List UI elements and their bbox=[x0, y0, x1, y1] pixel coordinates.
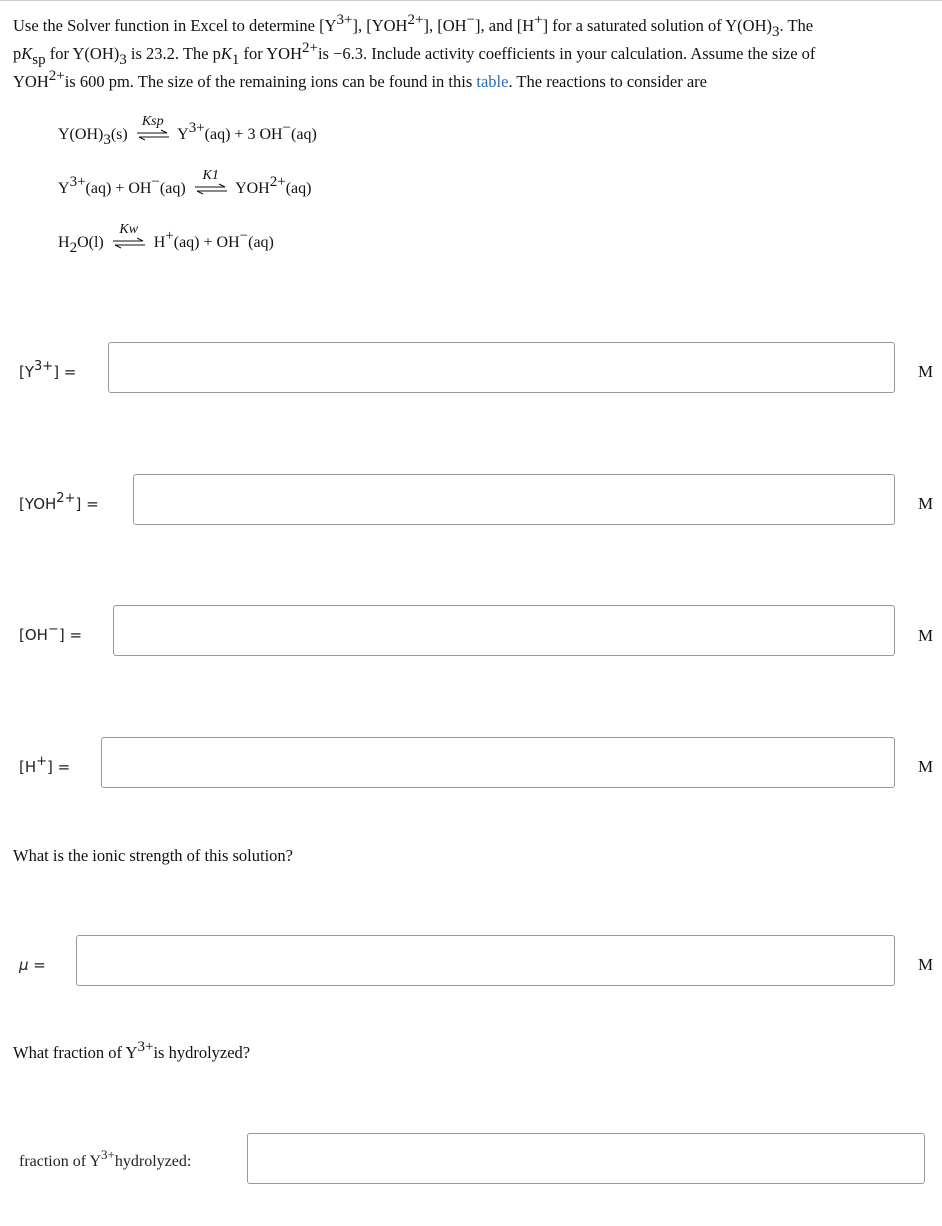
problem-statement: Use the Solver function in Excel to determine $[Y^{3+}]$, $[YOH^{2+}]$, [OH−], and [H+] for a saturated solution of $Y(OH)_3$. The $pK_{sp}$ for $Y(OH)_3$ is 23.2. The $pK_1$ for $YOH^{2+}is -6.3$. Include activity coefficients in your calculation. Assume the size of $YOH^{2+}is$ 600 pm. The size of the remaining ions can be found in this table. The reactions to consider are bbox=[13, 12, 816, 91]
oh-concentration-input[interactable] bbox=[113, 605, 895, 656]
yoh2-concentration-label: $[YOH^{2+}]$ = bbox=[19, 491, 99, 513]
equilibrium-arrow-icon: Kw bbox=[112, 237, 146, 249]
y3-concentration-label: $[Y^{3+}]$ = bbox=[19, 359, 77, 381]
ionic-strength-input[interactable] bbox=[76, 935, 895, 986]
y3-concentration-input[interactable] bbox=[108, 342, 895, 393]
ion-size-table-link[interactable]: table bbox=[476, 72, 509, 91]
yoh2-concentration-unit: M bbox=[918, 494, 934, 513]
equilibrium-arrow-icon: K1 bbox=[194, 183, 228, 195]
oh-concentration-label: [OH−] = bbox=[19, 622, 83, 644]
fraction-hydrolyzed-question: What fraction of $Y^{3+}is$ hydrolyzed? bbox=[13, 1039, 251, 1062]
reaction-kw: $H_2O(l)$ Kw H+(aq) + OH−(aq) bbox=[58, 222, 274, 256]
fraction-hydrolyzed-input[interactable] bbox=[247, 1133, 925, 1184]
reaction-k1: $Y^{3+}(aq) + OH^-(aq)$ K1 $YOH^{2+}(aq)$ bbox=[58, 168, 312, 197]
fraction-hydrolyzed-label: fraction of $Y^{3+}hydrolyzed$: bbox=[19, 1147, 192, 1170]
h-concentration-label: [H+] = bbox=[19, 754, 71, 776]
ionic-strength-unit: M bbox=[918, 955, 934, 974]
yoh2-concentration-input[interactable] bbox=[133, 474, 895, 525]
y3-concentration-unit: M bbox=[918, 362, 934, 381]
oh-concentration-unit: M bbox=[918, 626, 934, 645]
h-concentration-unit: M bbox=[918, 757, 934, 776]
top-divider bbox=[0, 0, 942, 1]
equilibrium-arrow-icon: Ksp bbox=[136, 129, 170, 141]
ionic-strength-label: μ = bbox=[19, 956, 46, 974]
reaction-ksp: $Y(OH)_3(s)$ Ksp $Y^{3+}(aq) + 3$ OH−(aq) bbox=[58, 114, 317, 148]
ionic-strength-question: What is the ionic strength of this solution? bbox=[13, 846, 294, 865]
h-concentration-input[interactable] bbox=[101, 737, 895, 788]
